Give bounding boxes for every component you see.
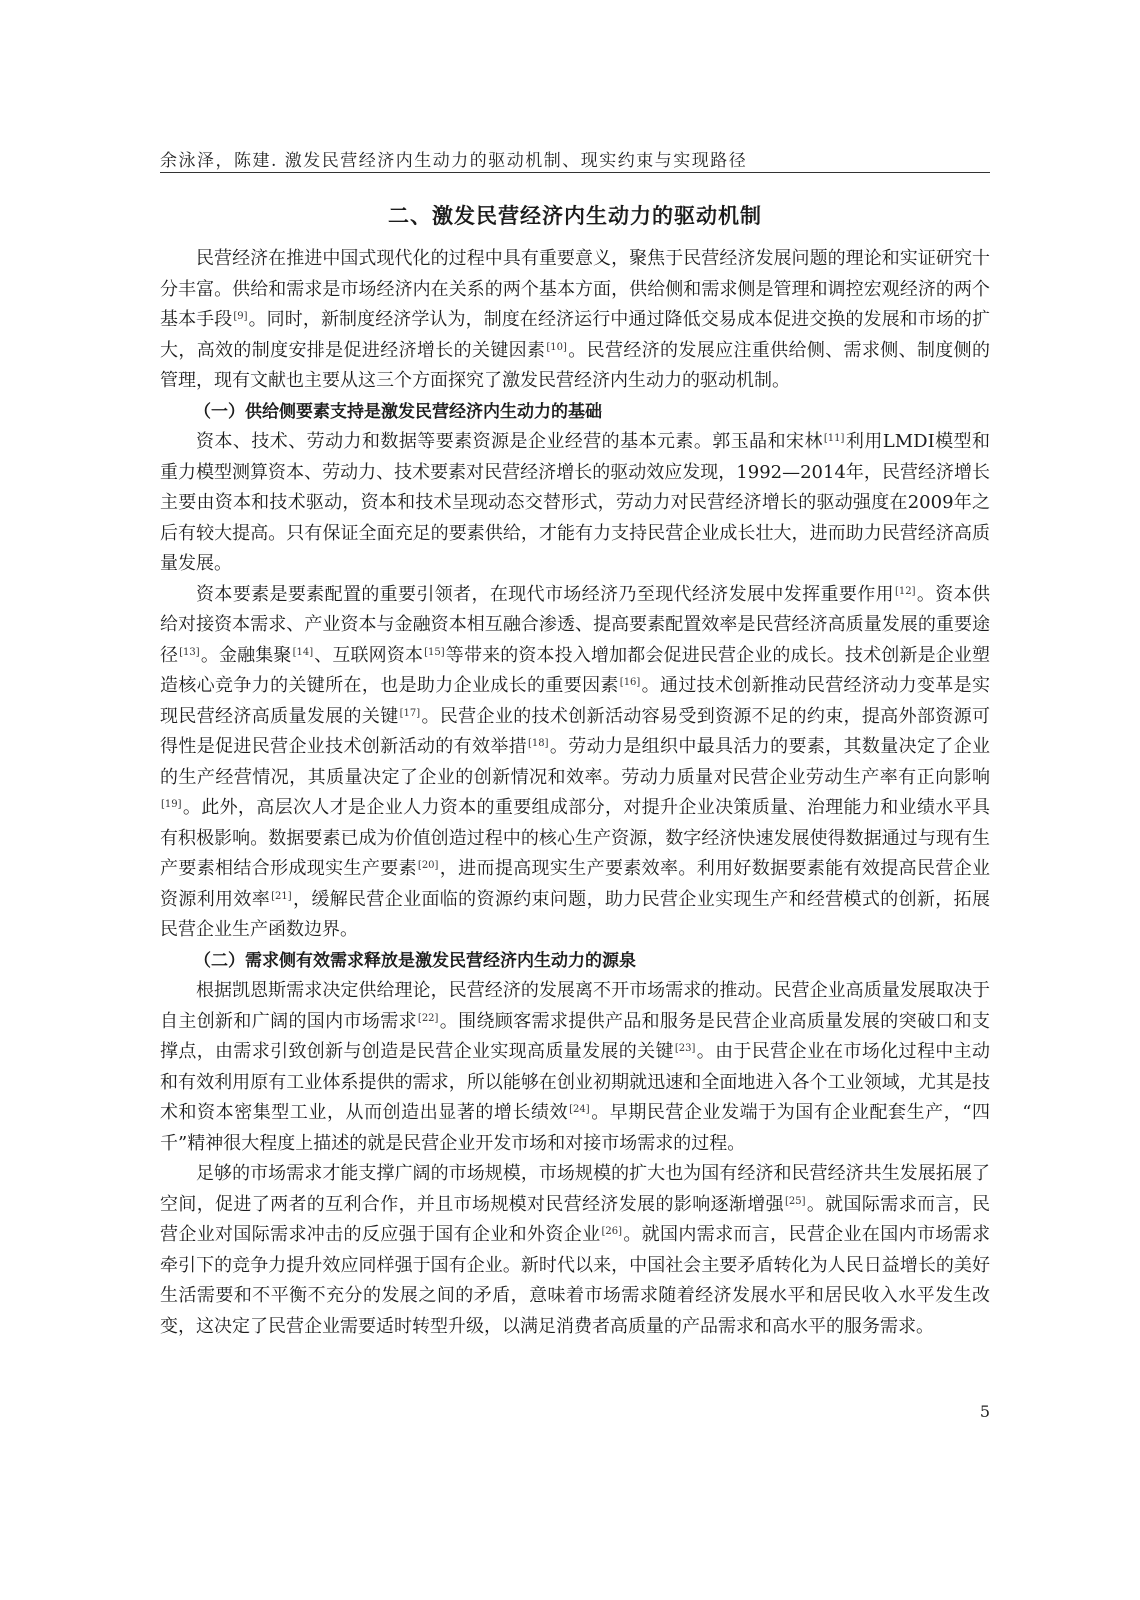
paragraph-text: 。就国内需求而言，民营企业在国内市场需求牵引下的竞争力提升效应同样强于国有企业。新时代以来，中国社会主要矛盾转化为人民日益增长的美好生活需要和不平衡不充分的发展之间的矛盾，意味着市场需求随着经济发展水平和居民收入水平发生改变，这决定了民营企业需要适时转型升级，以满足消费者高质量的产品需求和高水平的服务需求。 (160, 1224, 990, 1337)
paragraph-text: 。同时，新制度经济学认为，制度在经济运行中通过降低交易成本促进交换的发展和市场的扩大，高效的制度安排是促进经济增长的关键因素 (160, 309, 990, 361)
paragraph-text: 。通过技术创新推动民营经济动力变革是实现民营经济高质量发展的关键 (160, 675, 991, 727)
citation-24: [24] (569, 1104, 590, 1115)
paragraph-text: 。就国际需求而言，民营企业对国际需求冲击的反应强于国有企业和外资企业 (160, 1193, 990, 1245)
citation-21: [21] (271, 890, 292, 902)
paragraph-text: 。金融集聚 (200, 644, 292, 666)
citation-20: [20] (417, 860, 439, 871)
citation-18: [18] (528, 738, 549, 749)
citation-13: [13] (179, 646, 200, 658)
citation-17: [17] (399, 707, 421, 719)
citation-16: [16] (619, 677, 641, 688)
paragraph-text: 。此外，高层次人才是企业人力资本的重要组成部分，对提升企业决策质量、治理能力和业绩水平具有积极影响。数据要素已成为价值创造过程中的核心生产资源，数字经济快速发展使得数据通过与现有生产要素相结合形成现实生产要素 (160, 797, 990, 879)
paragraph-3 (160, 580, 990, 946)
header-rule (160, 172, 990, 173)
paragraph-text: 根据凯恩斯需求决定供给理论，民营经济的发展离不开市场需求的推动。民营企业高质量发展取决于自主创新和广阔的国内市场需求 (160, 980, 990, 1032)
paragraph-text: 、互联网资本 (314, 644, 424, 666)
citation-10: [10] (546, 341, 567, 353)
paragraph-text: 利用LMDI模型和重力模型测算资本、劳动力、技术要素对民营经济增长的驱动效应发现，1992—2014年，民营经济增长主要由资本和技术驱动，资本和技术呈现动态交替形式，劳动力对民营经济增长的驱动强度在2009年之后有较大提高。只有保证全面充足的要素供给，才能有力支持民营企业成长壮大，进而助力民营经济高质量发展。 (160, 431, 990, 574)
citation-15: [15] (424, 646, 445, 658)
paragraph-5 (160, 1159, 990, 1342)
article-body (160, 244, 990, 1342)
paragraph-text: 资本要素是要素配置的重要引领者，在现代市场经济乃至现代经济发展中发挥重要作用 (196, 583, 894, 605)
subsection-heading-2: （二）需求侧有效需求释放是激发民营经济内生动力的源泉 (194, 950, 636, 971)
citation-22: [22] (417, 1012, 439, 1024)
citation-11: [11] (823, 433, 845, 444)
running-header: 余泳泽，陈建. 激发民营经济内生动力的驱动机制、现实约束与实现路径 (160, 151, 748, 171)
paragraph-text: ，进而提高现实生产要素效率。利用好数据要素能有效提高民营企业资源利用效率 (160, 858, 990, 910)
paragraph-2 (160, 427, 990, 580)
paragraph-text: 足够的市场需求才能支撑广阔的市场规模，市场规模的扩大也为国有经济和民营经济共生发展拓展了空间，促进了两者的互利合作，并且市场规模对民营经济发展的影响逐渐增强 (160, 1163, 990, 1215)
paragraph-4 (160, 976, 990, 1159)
citation-26: [26] (601, 1226, 622, 1237)
paragraph-text: 。资本供给对接资本需求、产业资本与金融资本相互融合渗透、提高要素配置效率是民营经济高质量发展的重要途径 (160, 583, 991, 666)
paragraph-text: ，缓解民营企业面临的资源约束问题，助力民营企业实现生产和经营模式的创新，拓展民营企业生产函数边界。 (160, 888, 990, 940)
paragraph-text: 。民营经济的发展应注重供给侧、需求侧、制度侧的管理，现有文献也主要从这三个方面探究了激发民营经济内生动力的驱动机制。 (160, 339, 991, 391)
citation-12: [12] (895, 585, 916, 597)
paragraph-text: 。民营企业的技术创新活动容易受到资源不足的约束，提高外部资源可得性是促进民营企业技术创新活动的有效举措 (160, 705, 991, 757)
citation-14: [14] (292, 646, 314, 658)
citation-9: [9] (233, 311, 248, 322)
subsection-heading-1: （一）供给侧要素支持是激发民营经济内生动力的基础 (194, 401, 602, 422)
citation-25: [25] (784, 1195, 806, 1207)
paragraph-text: 等带来的资本投入增加都会促进民营企业的成长。技术创新是企业塑造核心竞争力的关键所在，也是助力企业成长的重要因素 (160, 644, 991, 696)
paragraph-text: 。由于民营企业在市场化过程中主动和有效利用原有工业体系提供的需求，所以能够在创业初期就迅速和全面地进入各个工业领域，尤其是技术和资本密集型工业，从而创造出显著的增长绩效 (160, 1041, 990, 1123)
section-title: 二、激发民营经济内生动力的驱动机制 (388, 204, 762, 228)
paragraph-text: 。围绕顾客需求提供产品和服务是民营企业高质量发展的突破口和支撑点，由需求引致创新与创造是民营企业实现高质量发展的关键 (160, 1010, 990, 1062)
paragraph-1 (160, 244, 990, 397)
paragraph-text: 民营经济在推进中国式现代化的过程中具有重要意义，聚焦于民营经济发展问题的理论和实证研究十分丰富。供给和需求是市场经济内在关系的两个基本方面，供给侧和需求侧是管理和调控宏观经济的两个基本手段 (160, 248, 990, 330)
paragraph-text: 。早期民营企业发端于为国有企业配套生产，“四千”精神很大程度上描述的就是民营企业开发市场和对接市场需求的过程。 (160, 1102, 991, 1154)
paragraph-text: 。劳动力是组织中最具活力的要素，其数量决定了企业的生产经营情况，其质量决定了企业的创新情况和效率。劳动力质量对民营企业劳动生产率有正向影响 (160, 736, 990, 788)
paragraph-text: 资本、技术、劳动力和数据等要素资源是企业经营的基本元素。郭玉晶和宋林 (196, 431, 823, 452)
citation-23: [23] (674, 1043, 696, 1054)
page-number: 5 (979, 1402, 990, 1421)
citation-19: [19] (161, 799, 182, 810)
